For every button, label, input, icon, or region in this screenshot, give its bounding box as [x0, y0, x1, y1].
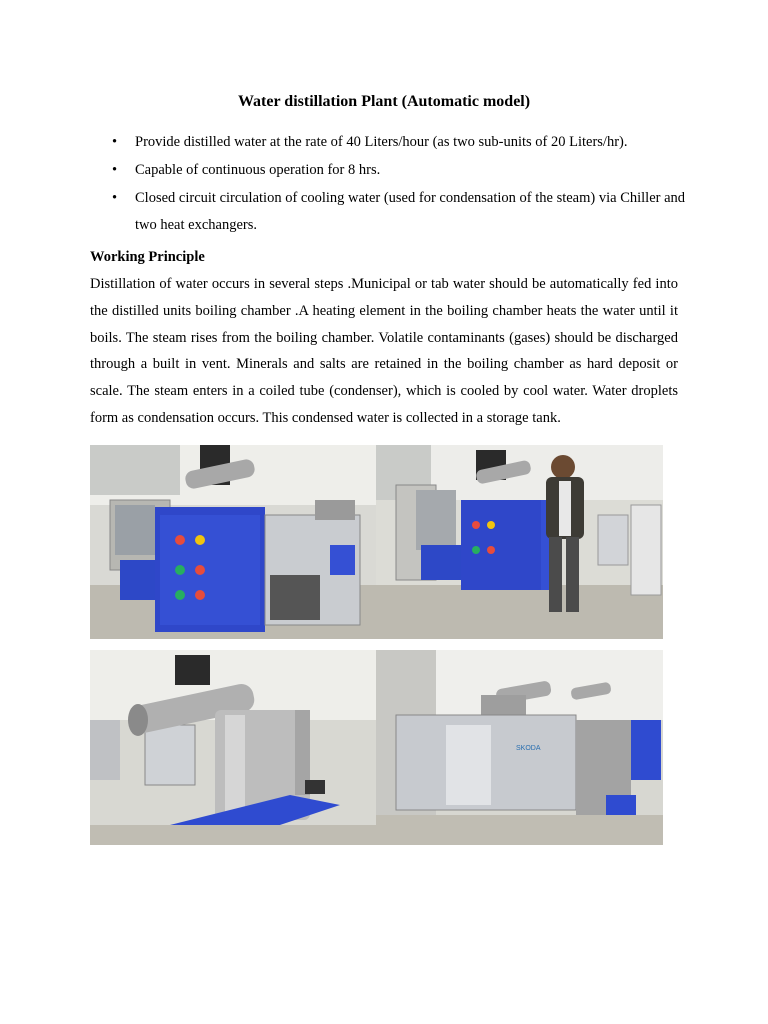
- feature-list: [112, 129, 692, 240]
- page-title: Water distillation Plant (Automatic model): [237, 93, 531, 110]
- bullet-icon: •: [112, 162, 118, 178]
- photo-chiller-units: [376, 650, 663, 845]
- list-item-text: Capable of continuous operation for 8 hrs.: [135, 162, 381, 178]
- body-paragraph: Distillation of water occurs in several steps .Municipal or tab water should be automatically fed into the distilled units boiling chamber .A heating element in the boiling chamber heats the water until it boils. The steam rises from the boiling chamber. Volatile contaminants (gases) should be discharged through a built in vent. Minerals and salts are retained in the boiling chamber as hard deposit or scale. The steam enters in a coiled tube (condenser), which is cooled by cool water. Water droplets form as condensation occurs. This condensed water is collected in a storage tank.: [90, 276, 678, 426]
- list-item-text: Closed circuit circulation of cooling water (used for condensation of the steam) via Chiller and two heat exchangers.: [135, 190, 686, 233]
- section-heading: Working Principle: [90, 249, 205, 265]
- chiller-brand-label: SKODA: [516, 745, 541, 752]
- list-item-text: Provide distilled water at the rate of 40 Liters/hour (as two sub-units of 20 Liters/hr).: [135, 134, 628, 150]
- bullet-icon: •: [112, 134, 118, 150]
- photo-operator-with-plant: [376, 445, 663, 639]
- photo-plant-overview: [90, 445, 376, 639]
- bullet-icon: •: [112, 190, 118, 206]
- list-item: [112, 157, 692, 184]
- list-item: [112, 129, 692, 156]
- list-item: [112, 185, 692, 239]
- photo-condenser-closeup: [90, 650, 376, 845]
